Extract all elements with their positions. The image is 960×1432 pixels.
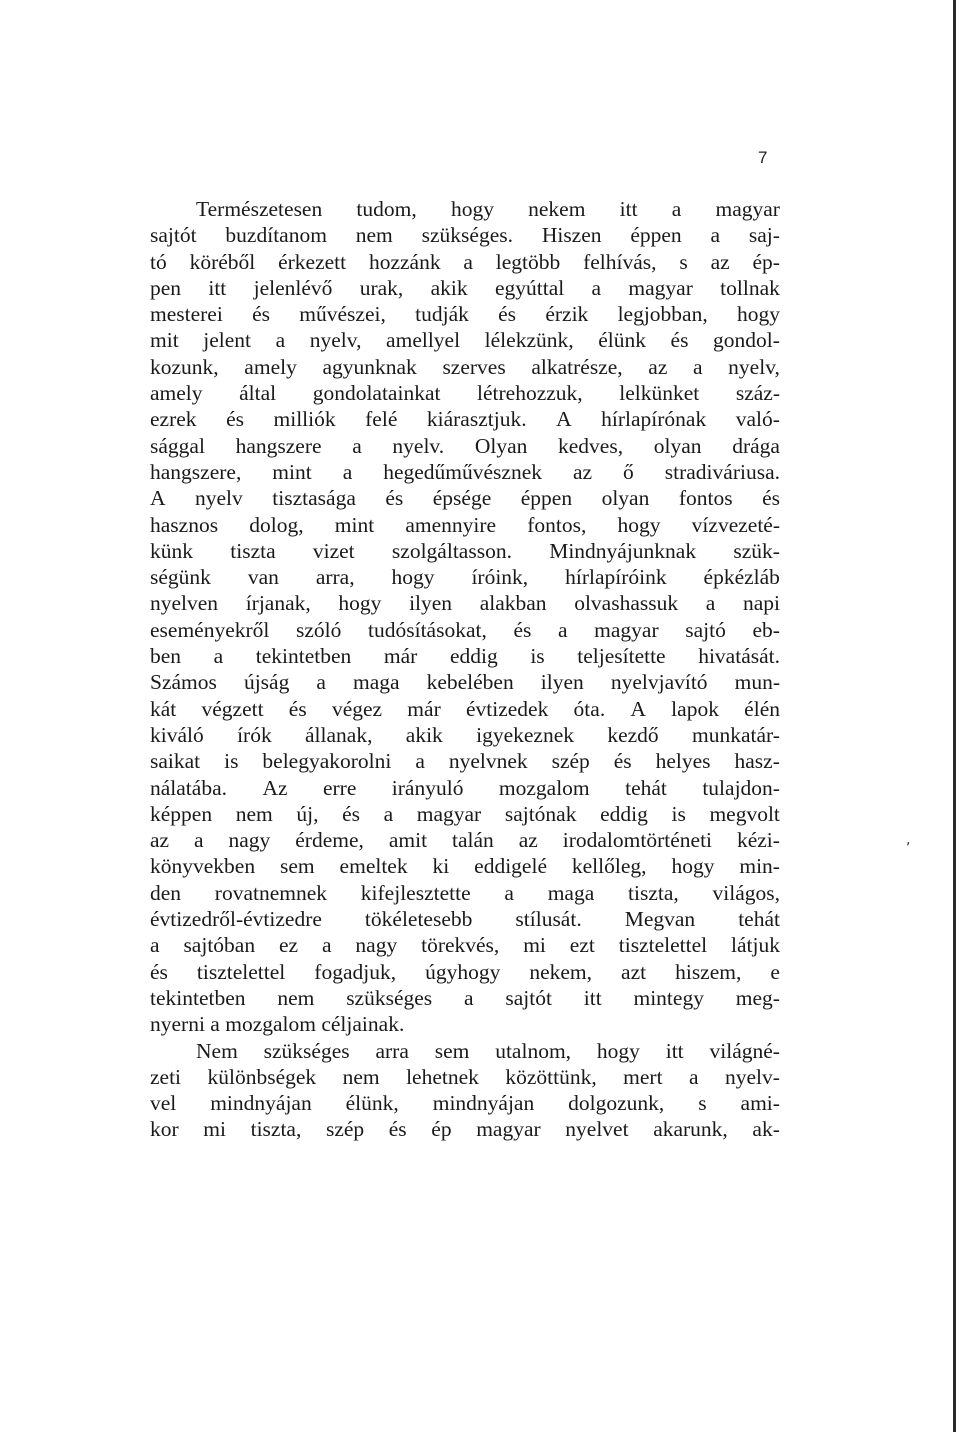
text-line: kozunk, amely agyunknak szerves alkatrésze, az a nyelv,: [150, 354, 780, 379]
text-line: Nem szükséges arra sem utalnom, hogy itt világné-: [196, 1038, 780, 1063]
text-line: Természetesen tudom, hogy nekem itt a magyar: [196, 197, 780, 221]
text-line: és tisztelettel fogadjuk, úgyhogy nekem, azt hiszem, e: [150, 959, 780, 984]
text-line: ben a tekintetben már eddig is teljesítette hivatását.: [150, 644, 780, 669]
text-line: évtizedről-évtizedre tökéletesebb stílusát. Megvan tehát: [150, 907, 780, 932]
text-line: eseményekről szóló tudósításokat, és a magyar sajtó eb-: [150, 617, 780, 642]
text-line: nyerni a mozgalom céljainak.: [150, 1012, 405, 1037]
text-line: A nyelv tisztasága és épsége éppen olyan fontos és: [150, 486, 780, 511]
text-line: az a nagy érdeme, amit talán az irodalomtörténeti kézi-: [150, 828, 780, 853]
scan-speck-mark: ,: [906, 832, 911, 848]
text-line: sággal hangszere a nyelv. Olyan kedves, olyan drága: [150, 433, 780, 458]
text-line: den rovatnemnek kifejlesztette a maga tiszta, világos,: [150, 880, 780, 905]
text-line: kiváló írók állanak, akik igyekeznek kezdő munkatár-: [150, 722, 780, 747]
text-line: könyvekben sem emeltek ki eddigelé kellőleg, hogy min-: [150, 854, 780, 879]
text-line: képpen nem új, és a magyar sajtónak eddig is megvolt: [150, 801, 780, 826]
text-line: zeti különbségek nem lehetnek közöttünk, mert a nyelv-: [150, 1064, 780, 1089]
text-line: sajtót buzdítanom nem szükséges. Hiszen éppen a saj-: [150, 223, 780, 248]
text-line: amely által gondolatainkat létrehozzuk, lelkünket száz-: [150, 381, 780, 406]
text-line: nálatába. Az erre irányuló mozgalom tehát tulajdon-: [150, 775, 780, 800]
text-line: kor mi tiszta, szép és ép magyar nyelvet akarunk, ak-: [150, 1117, 780, 1142]
text-line: tó köréből érkezett hozzánk a legtöbb felhívás, s az ép-: [150, 249, 780, 274]
text-line: hasznos dolog, mint amennyire fontos, hogy vízvezeté-: [150, 512, 780, 537]
text-line: ségünk van arra, hogy íróink, hírlapíróink épkézláb: [150, 565, 780, 590]
text-line: kát végzett és végez már évtizedek óta. A lapok élén: [150, 696, 780, 721]
text-line: mit jelent a nyelv, amellyel lélekzünk, élünk és gondol-: [150, 328, 780, 353]
text-line: Számos újság a maga kebelében ilyen nyelvjavító mun-: [150, 670, 780, 695]
page-number: 7: [758, 148, 768, 167]
text-line: a sajtóban ez a nagy törekvés, mi ezt tisztelettel látjuk: [150, 933, 780, 958]
text-line: hangszere, mint a hegedűművésznek az ő stradiváriusa.: [150, 459, 780, 484]
page-edge-shadow: [953, 0, 956, 1432]
text-line: mesterei és művészei, tudják és érzik legjobban, hogy: [150, 302, 780, 327]
body-text: [150, 196, 780, 1143]
text-line: künk tiszta vizet szolgáltasson. Mindnyájunknak szük-: [150, 538, 780, 563]
text-line: tekintetben nem szükséges a sajtót itt mintegy meg-: [150, 985, 780, 1010]
text-line: saikat is belegyakorolni a nyelvnek szép és helyes hasz-: [150, 749, 780, 774]
text-line: pen itt jelenlévő urak, akik egyúttal a magyar tollnak: [150, 275, 780, 300]
text-line: vel mindnyájan élünk, mindnyájan dolgozunk, s ami-: [150, 1091, 780, 1116]
text-line: nyelven írjanak, hogy ilyen alakban olvashassuk a napi: [150, 591, 780, 616]
text-line: ezrek és milliók felé kiárasztjuk. A hírlapírónak való-: [150, 407, 780, 432]
